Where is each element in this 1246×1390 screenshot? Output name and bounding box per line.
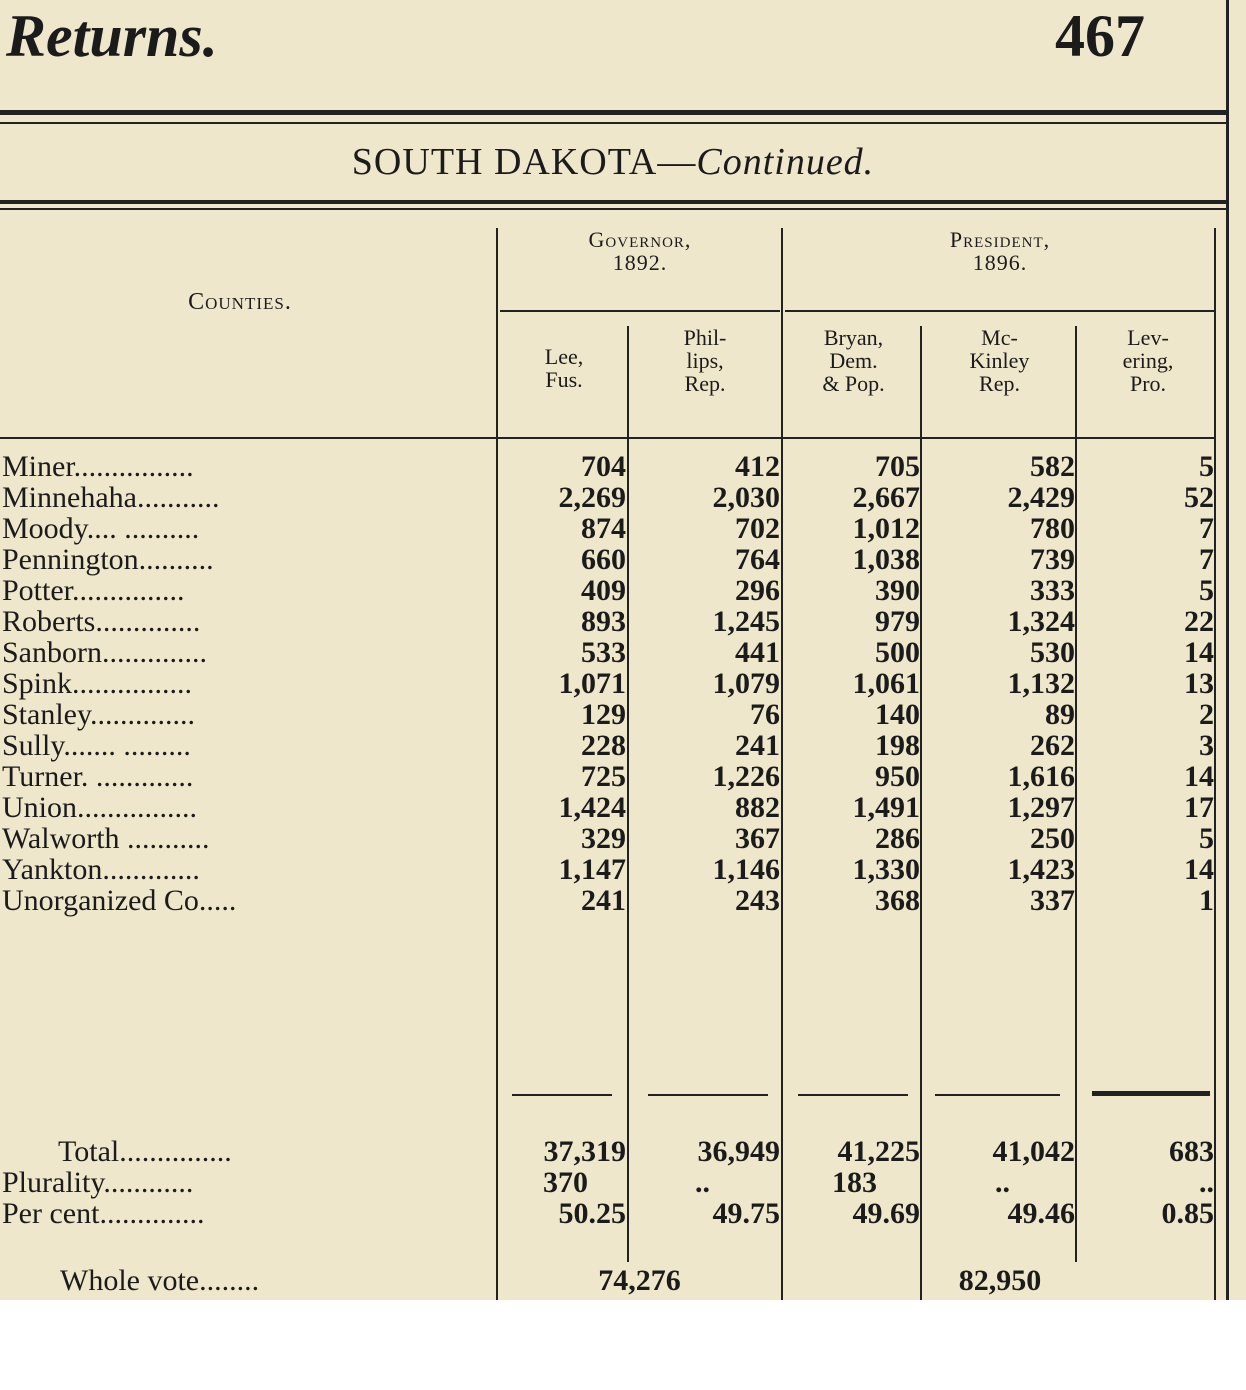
cell-bryan: 49.69 (852, 1197, 920, 1230)
county-name: Yankton............. (2, 853, 200, 886)
cell-bryan: 41,225 (837, 1135, 920, 1168)
cell-lee: 893 (581, 605, 626, 638)
cell-mckinley: 1,324 (1007, 605, 1075, 638)
governor-label: Governor, (588, 227, 692, 252)
cell-levering: 0.85 (1161, 1197, 1214, 1230)
cell-lee: 329 (581, 822, 626, 855)
cell-phillips: 882 (735, 791, 780, 824)
cell-bryan: 1,038 (852, 543, 920, 576)
table-row (0, 452, 1226, 483)
president-year: 1896. (972, 250, 1028, 276)
running-title: Returns. (6, 3, 218, 69)
total-rule (935, 1094, 1060, 1096)
cell-levering: 3 (1199, 729, 1214, 762)
county-name: Moody.... .......... (2, 512, 200, 545)
summary-row-plurality (0, 1168, 1226, 1199)
section-title (0, 140, 1226, 184)
cell-levering: 14 (1184, 760, 1214, 793)
column-header-line: Dem. (829, 348, 878, 374)
table-row (0, 824, 1226, 855)
cell-phillips: 702 (735, 512, 780, 545)
county-name: Sanborn.............. (2, 636, 207, 669)
cell-mckinley: 582 (1030, 450, 1075, 483)
cell-president-whole-vote: 82,950 (958, 1264, 1042, 1297)
cell-mckinley: 2,429 (1007, 481, 1075, 514)
cell-mckinley: 262 (1030, 729, 1075, 762)
section-title-continued: Continued. (696, 141, 875, 183)
cell-bryan: 1,491 (852, 791, 920, 824)
column-header-mckinley (922, 326, 1077, 395)
cell-lee: 660 (581, 543, 626, 576)
cell-phillips: 241 (735, 729, 780, 762)
county-name: Pennington.......... (2, 543, 214, 576)
total-rule (648, 1094, 768, 1096)
cell-bryan: 2,667 (852, 481, 920, 514)
county-name: Unorganized Co..... (2, 884, 237, 917)
cell-lee: 1,071 (558, 667, 626, 700)
cell-mckinley: 739 (1030, 543, 1075, 576)
cell-mckinley: 41,042 (992, 1135, 1075, 1168)
column-header-line: lips, (686, 348, 724, 374)
cell-mckinley: 250 (1030, 822, 1075, 855)
column-header-line: Rep. (684, 371, 726, 397)
header-rule-thin (0, 122, 1226, 124)
cell-levering: 7 (1199, 543, 1214, 576)
cell-levering: 13 (1184, 667, 1214, 700)
cell-mckinley: 780 (1030, 512, 1075, 545)
column-header-levering (1078, 326, 1218, 395)
cell-mckinley: 530 (1030, 636, 1075, 669)
cell-lee: 370 (543, 1166, 588, 1199)
cell-phillips: 1,146 (712, 853, 780, 886)
governor-subrule (500, 310, 780, 312)
bottom-strip (0, 1300, 1246, 1390)
cell-phillips: 49.75 (712, 1197, 780, 1230)
column-header-line: Phil- (683, 325, 727, 350)
cell-phillips: 764 (735, 543, 780, 576)
cell-levering: 14 (1184, 853, 1214, 886)
cell-mckinley: .. (995, 1166, 1010, 1199)
cell-phillips: 1,226 (712, 760, 780, 793)
summary-row-percent (0, 1199, 1226, 1230)
header-bottom-rule (0, 437, 1216, 439)
cell-levering: 7 (1199, 512, 1214, 545)
cell-mckinley: 333 (1030, 574, 1075, 607)
cell-lee: 1,424 (558, 791, 626, 824)
column-header-line: ering, (1122, 348, 1174, 374)
summary-row-total (0, 1137, 1226, 1168)
column-header-line: Pro. (1129, 371, 1167, 397)
cell-mckinley: 89 (1045, 698, 1075, 731)
president-subrule (785, 310, 1215, 312)
spacer (0, 1262, 1216, 1263)
total-rule (512, 1094, 612, 1096)
cell-phillips: 2,030 (712, 481, 780, 514)
summary-label: Total............... (58, 1135, 232, 1168)
summary-label: Per cent.............. (2, 1197, 205, 1230)
column-header-line: Kinley (969, 348, 1030, 374)
cell-mckinley: 49.46 (1007, 1197, 1075, 1230)
column-header-line: & Pop. (822, 371, 885, 397)
cell-mckinley: 1,297 (1007, 791, 1075, 824)
cell-lee: 725 (581, 760, 626, 793)
cell-phillips: 1,079 (712, 667, 780, 700)
summary-label: Plurality............ (2, 1166, 194, 1199)
table-row (0, 886, 1226, 917)
cell-phillips: 76 (750, 698, 780, 731)
cell-mckinley: 1,132 (1007, 667, 1075, 700)
summary-label: Whole vote........ (60, 1264, 260, 1297)
cell-lee: 37,319 (543, 1135, 626, 1168)
president-group-header (785, 228, 1215, 274)
cell-lee: 228 (581, 729, 626, 762)
cell-phillips: 441 (735, 636, 780, 669)
cell-mckinley: 1,423 (1007, 853, 1075, 886)
cell-bryan: 198 (875, 729, 920, 762)
cell-lee: 1,147 (558, 853, 626, 886)
cell-phillips: 36,949 (697, 1135, 780, 1168)
cell-levering: 683 (1169, 1135, 1214, 1168)
cell-lee: 704 (581, 450, 626, 483)
column-header-line: Bryan, (823, 325, 884, 350)
summary-row-whole-vote (0, 1266, 1226, 1297)
cell-lee: 409 (581, 574, 626, 607)
cell-levering: 5 (1199, 574, 1214, 607)
column-header-line: Fus. (545, 367, 583, 393)
table-row (0, 514, 1226, 545)
cell-levering: 1 (1199, 884, 1214, 917)
cell-lee: 874 (581, 512, 626, 545)
county-name: Turner. ............. (2, 760, 194, 793)
county-name: Union................ (2, 791, 197, 824)
cell-bryan: 368 (875, 884, 920, 917)
column-header-line: Mc- (981, 325, 1018, 350)
section-title-main: SOUTH DAKOTA— (351, 141, 697, 183)
column-header-line: Rep. (979, 371, 1020, 397)
table-row (0, 483, 1226, 514)
county-name: Sully....... ......... (2, 729, 191, 762)
governor-year: 1892. (612, 250, 668, 276)
table-row (0, 700, 1226, 731)
counties-header: Counties. (188, 289, 292, 315)
county-name: Minnehaha........... (2, 481, 220, 514)
cell-lee: 129 (581, 698, 626, 731)
cell-bryan: 286 (875, 822, 920, 855)
table-row (0, 545, 1226, 576)
column-header-bryan (785, 326, 922, 395)
county-name: Roberts.............. (2, 605, 201, 638)
cell-lee: 2,269 (558, 481, 626, 514)
table-row (0, 576, 1226, 607)
cell-bryan: 1,330 (852, 853, 920, 886)
county-name: Stanley.............. (2, 698, 196, 731)
cell-bryan: 979 (875, 605, 920, 638)
table-row (0, 669, 1226, 700)
column-header-line: Lee, (544, 344, 584, 369)
cell-bryan: 705 (875, 450, 920, 483)
cell-phillips: 243 (735, 884, 780, 917)
page-number: 467 (1055, 3, 1145, 69)
table-row (0, 793, 1226, 824)
county-name: Spink................ (2, 667, 193, 700)
cell-lee: 533 (581, 636, 626, 669)
cell-lee: 50.25 (558, 1197, 626, 1230)
column-header-line: Lev- (1127, 325, 1169, 350)
table-row (0, 855, 1226, 886)
cell-levering: 14 (1184, 636, 1214, 669)
page-edge (1226, 0, 1229, 1300)
cell-mckinley: 1,616 (1007, 760, 1075, 793)
cell-bryan: 1,061 (852, 667, 920, 700)
cell-mckinley: 337 (1030, 884, 1075, 917)
cell-bryan: 1,012 (852, 512, 920, 545)
column-header-phillips (630, 326, 780, 395)
total-rule (798, 1094, 908, 1096)
cell-phillips: 1,245 (712, 605, 780, 638)
table-row (0, 607, 1226, 638)
section-rule-thin (0, 208, 1226, 210)
governor-group-header (500, 228, 780, 274)
cell-levering: .. (1199, 1166, 1214, 1199)
table-row (0, 638, 1226, 669)
cell-levering: 17 (1184, 791, 1214, 824)
total-rule (1092, 1091, 1210, 1096)
cell-phillips: 296 (735, 574, 780, 607)
cell-levering: 22 (1184, 605, 1214, 638)
cell-governor-whole-vote: 74,276 (598, 1264, 681, 1297)
cell-levering: 52 (1184, 481, 1214, 514)
column-header-lee (500, 345, 628, 391)
cell-bryan: 183 (832, 1166, 877, 1199)
county-name: Walworth ........... (2, 822, 210, 855)
cell-phillips: 367 (735, 822, 780, 855)
table-row (0, 731, 1226, 762)
cell-lee: 241 (581, 884, 626, 917)
cell-phillips: .. (695, 1166, 710, 1199)
cell-bryan: 390 (875, 574, 920, 607)
table-row (0, 762, 1226, 793)
cell-levering: 2 (1199, 698, 1214, 731)
president-label: President, (949, 227, 1051, 252)
section-rule (0, 200, 1226, 204)
cell-bryan: 140 (875, 698, 920, 731)
cell-bryan: 950 (875, 760, 920, 793)
cell-phillips: 412 (735, 450, 780, 483)
cell-bryan: 500 (875, 636, 920, 669)
cell-levering: 5 (1199, 450, 1214, 483)
header-rule (0, 110, 1226, 115)
county-name: Potter............... (2, 574, 185, 607)
cell-levering: 5 (1199, 822, 1214, 855)
county-name: Miner................ (2, 450, 194, 483)
